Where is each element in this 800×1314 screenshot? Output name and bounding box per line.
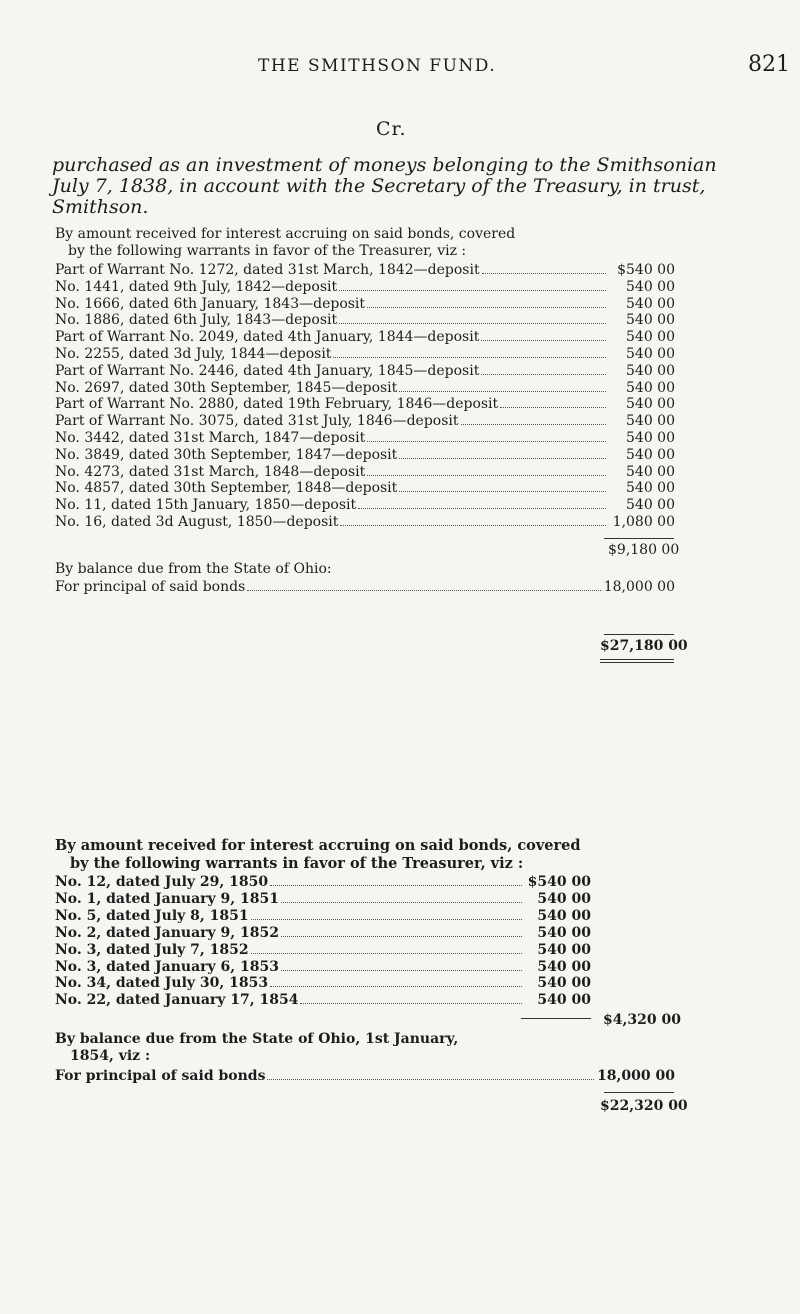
ledger-entry <box>55 296 675 313</box>
section2-subtotal: $4,320 00 <box>603 1012 681 1028</box>
leader-dots <box>481 374 606 375</box>
leader-dots <box>267 1079 594 1080</box>
leader-dots <box>399 458 606 459</box>
section1-subtotal: $9,180 00 <box>608 542 680 558</box>
leader-dots <box>399 391 606 392</box>
leader-dots <box>461 424 607 425</box>
leader-dots <box>367 307 606 308</box>
leader-dots <box>270 986 522 987</box>
entry-amount: 540 00 <box>626 430 675 446</box>
section1-principal-text: For principal of said bonds <box>55 579 246 595</box>
ledger-entry <box>55 959 591 976</box>
section1-lead-line2: by the following warrants in favor of the Treasurer, viz : <box>68 243 467 259</box>
leader-dots <box>500 407 606 408</box>
entry-description: No. 3849, dated 30th September, 1847—deposit <box>55 446 398 463</box>
ledger-entry <box>55 464 675 481</box>
entry-amount: 540 00 <box>626 396 675 413</box>
leader-dots <box>281 970 522 971</box>
leader-dots <box>251 919 522 920</box>
section1-principal-row <box>55 579 675 596</box>
ledger-entry <box>55 363 675 380</box>
entry-description: No. 3, dated January 6, 1853 <box>55 958 279 975</box>
ledger-entry <box>55 329 675 346</box>
ledger-entry <box>55 942 591 959</box>
leader-dots <box>358 508 606 509</box>
ledger-entry <box>55 874 591 891</box>
ledger-entry <box>55 447 675 464</box>
ledger-entry <box>55 396 675 413</box>
entry-description: Part of Warrant No. 1272, dated 31st March, 1842—deposit <box>55 262 480 278</box>
ledger-entry <box>55 430 675 447</box>
leader-dots <box>281 902 522 903</box>
entry-amount: 540 00 <box>537 924 591 941</box>
section1-principal-amount: 18,000 00 <box>603 579 675 595</box>
section2-principal-text: For principal of said bonds <box>55 1068 266 1084</box>
leader-dots <box>481 340 606 341</box>
entry-description: No. 22, dated January 17, 1854 <box>55 992 299 1009</box>
ledger-entry <box>55 312 675 329</box>
entry-amount: 540 00 <box>537 941 591 958</box>
ledger-entry <box>55 413 675 430</box>
entry-description: No. 1, dated January 9, 1851 <box>55 890 279 907</box>
entry-amount: 540 00 <box>626 329 675 346</box>
entry-description: Part of Warrant No. 2880, dated 19th February, 1846—deposit <box>55 396 499 413</box>
leader-dots <box>339 323 606 324</box>
entry-amount: 540 00 <box>537 992 591 1009</box>
leader-dots <box>339 290 606 291</box>
ledger-entry <box>55 497 675 514</box>
entry-description: No. 4857, dated 30th September, 1848—deposit <box>55 480 398 497</box>
section1-subtotal-rule <box>604 538 674 539</box>
leader-dots <box>340 525 606 526</box>
intro-paragraph: purchased as an investment of moneys belonging to the Smithsonian July 7, 1838, in account with the Secretary of the Treasury, in trust, Smithson. <box>52 154 717 218</box>
leader-dots <box>247 590 600 591</box>
entry-description: No. 2, dated January 9, 1852 <box>55 924 279 941</box>
entry-amount: 540 00 <box>537 958 591 975</box>
entry-amount: 540 00 <box>626 379 675 396</box>
section2-total: $22,320 00 <box>600 1098 688 1114</box>
ledger-entry <box>55 346 675 363</box>
section2-lead-line1: By amount received for interest accruing on said bonds, covered <box>55 837 581 854</box>
entry-amount: 540 00 <box>626 497 675 514</box>
section2-principal-amount: 18,000 00 <box>597 1068 675 1084</box>
page-number: 821 <box>748 52 790 77</box>
section1-lead-line1: By amount received for interest accruing on said bonds, covered <box>55 226 516 242</box>
ledger-entry <box>55 514 675 531</box>
entry-amount: $540 00 <box>527 874 591 890</box>
entry-amount: 540 00 <box>537 975 591 992</box>
ledger-entry <box>55 975 591 992</box>
entry-amount: 540 00 <box>537 907 591 924</box>
section1-total: $27,180 00 <box>600 638 688 654</box>
entry-description: Part of Warrant No. 2049, dated 4th January, 1844—deposit <box>55 329 480 346</box>
entry-amount: 540 00 <box>626 413 675 430</box>
section2-total-rule <box>604 1092 674 1093</box>
entry-description: No. 2697, dated 30th September, 1845—deposit <box>55 379 398 396</box>
entry-amount: $540 00 <box>617 262 675 278</box>
ledger-entry <box>55 891 591 908</box>
entry-description: No. 3, dated July 7, 1852 <box>55 941 249 958</box>
entry-description: No. 2255, dated 3d July, 1844—deposit <box>55 346 332 362</box>
entry-amount: 540 00 <box>626 295 675 312</box>
entry-description: Part of Warrant No. 2446, dated 4th January, 1845—deposit <box>55 362 480 379</box>
leader-dots <box>270 885 522 886</box>
leader-dots <box>482 273 606 274</box>
entry-description: No. 5, dated July 8, 1851 <box>55 907 249 924</box>
entry-description: No. 1886, dated 6th July, 1843—deposit <box>55 312 338 329</box>
entry-description: No. 1666, dated 6th January, 1843—deposit <box>55 295 366 312</box>
section2-balance-line1: By balance due from the State of Ohio, 1st January, <box>55 1031 459 1047</box>
leader-dots <box>281 936 522 937</box>
entry-amount: 1,080 00 <box>612 514 675 530</box>
leader-dots <box>251 953 522 954</box>
leader-dots <box>300 1003 522 1004</box>
entry-description: No. 34, dated July 30, 1853 <box>55 975 269 992</box>
section1-balance-text: By balance due from the State of Ohio: <box>55 561 332 577</box>
ledger-entry <box>55 992 591 1009</box>
entry-amount: 540 00 <box>626 346 675 362</box>
ledger-entry <box>55 262 675 279</box>
entry-amount: 540 00 <box>626 278 675 295</box>
leader-dots <box>367 441 606 442</box>
ledger-entry <box>55 380 675 397</box>
running-header: THE SMITHSON FUND. <box>258 56 497 76</box>
section1-total-double-rule <box>600 659 674 663</box>
section2-principal-row <box>55 1068 675 1085</box>
ledger-entry <box>55 908 591 925</box>
entry-description: No. 3442, dated 31st March, 1847—deposit <box>55 430 366 446</box>
entry-description: No. 12, dated July 29, 1850 <box>55 874 269 890</box>
section1-total-rule <box>604 634 674 635</box>
section2-lead-line2: by the following warrants in favor of the Treasurer, viz : <box>70 855 524 872</box>
leader-dots <box>367 475 606 476</box>
leader-dots <box>333 357 606 358</box>
entry-description: No. 1441, dated 9th July, 1842—deposit <box>55 278 338 295</box>
ledger-entry <box>55 925 591 942</box>
entry-amount: 540 00 <box>626 312 675 329</box>
section2-balance-line2: 1854, viz : <box>70 1048 151 1064</box>
entry-amount: 540 00 <box>626 463 675 480</box>
entry-description: No. 4273, dated 31st March, 1848—deposit <box>55 463 366 480</box>
ledger-entry <box>55 279 675 296</box>
entry-amount: 540 00 <box>626 362 675 379</box>
section2-subtotal-rule <box>521 1018 591 1019</box>
entry-amount: 540 00 <box>626 446 675 463</box>
ledger-entry <box>55 480 675 497</box>
entry-amount: 540 00 <box>626 480 675 497</box>
entry-amount: 540 00 <box>537 890 591 907</box>
credit-heading: Cr. <box>376 118 407 140</box>
leader-dots <box>399 491 606 492</box>
entry-description: No. 11, dated 15th January, 1850—deposit <box>55 497 357 514</box>
entry-description: Part of Warrant No. 3075, dated 31st July, 1846—deposit <box>55 413 459 430</box>
entry-description: No. 16, dated 3d August, 1850—deposit <box>55 514 339 530</box>
